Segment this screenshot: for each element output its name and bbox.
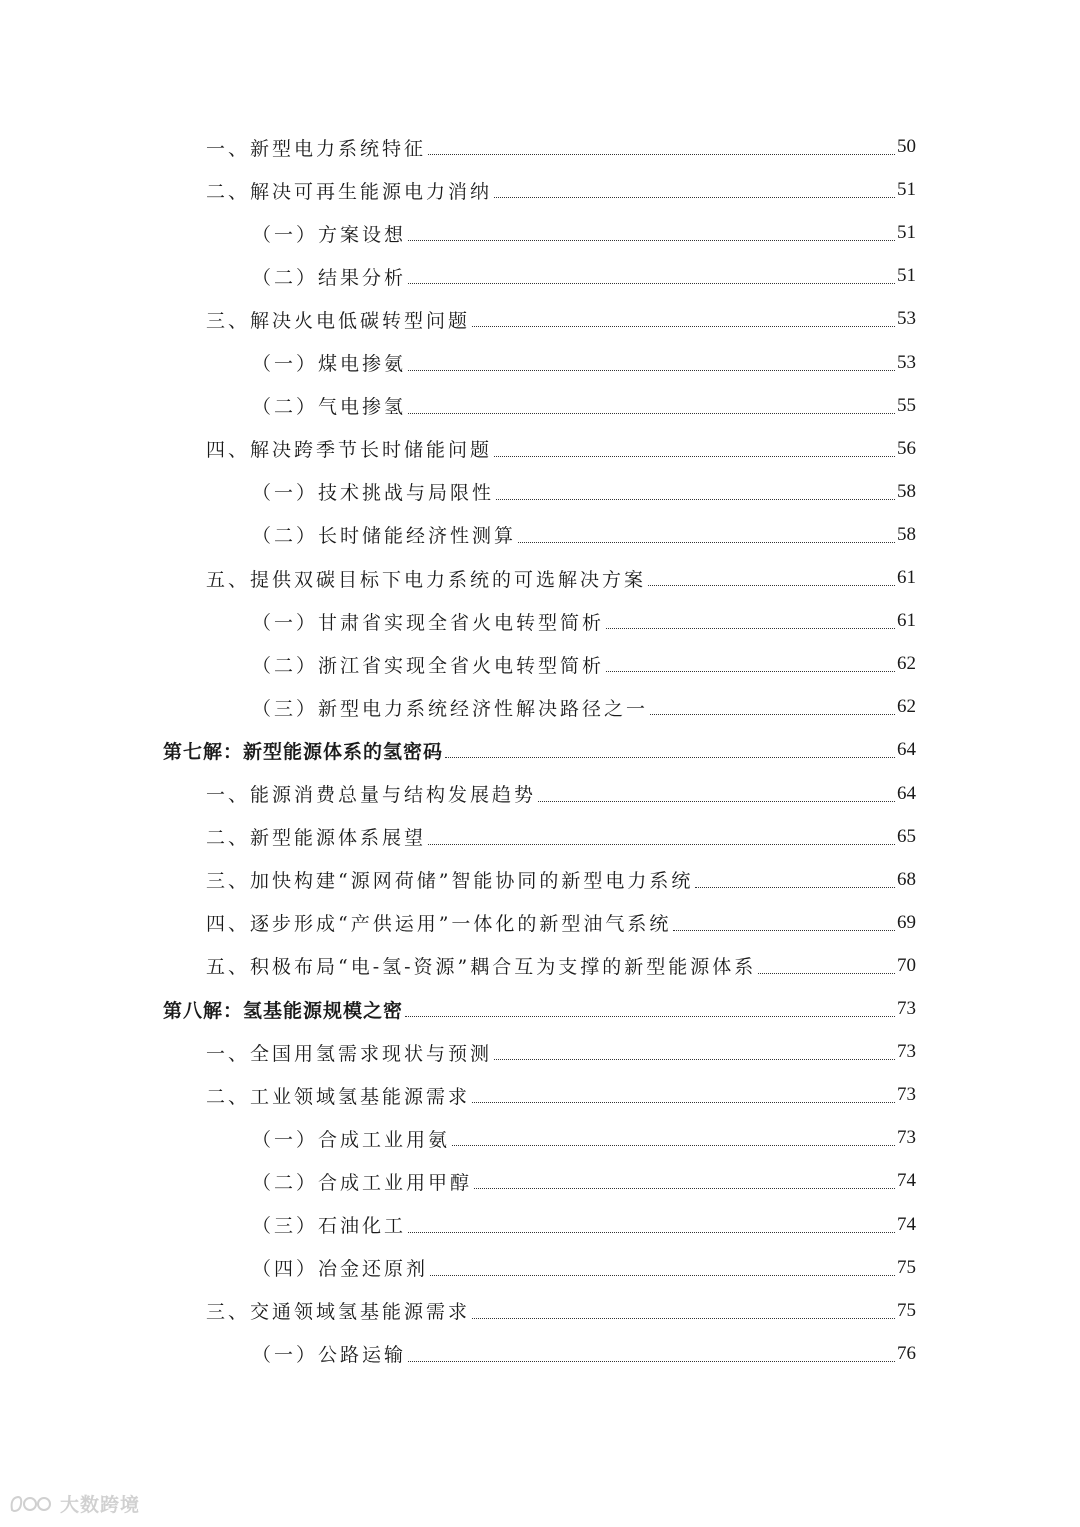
dot-leader bbox=[538, 800, 895, 802]
toc-entry[interactable] bbox=[252, 1166, 916, 1196]
toc-entry-title: 五、提供双碳目标下电力系统的可选解决方案 bbox=[206, 568, 647, 591]
toc-entry-title: （三）石油化工 bbox=[252, 1215, 407, 1237]
toc-entry-page: 69 bbox=[897, 911, 916, 933]
toc-entry-page: 53 bbox=[897, 351, 916, 373]
toc-entry-title: 二、工业领域氢基能源需求 bbox=[206, 1085, 471, 1108]
toc-entry-page: 50 bbox=[897, 136, 916, 157]
toc-entry-page: 53 bbox=[897, 308, 916, 330]
toc-entry-title: 三、交通领域氢基能源需求 bbox=[206, 1301, 471, 1324]
toc-entry[interactable] bbox=[206, 175, 916, 205]
toc-entry[interactable] bbox=[252, 1210, 916, 1240]
toc-entry[interactable] bbox=[252, 520, 916, 550]
toc-entry-title: （一）技术挑战与局限性 bbox=[252, 482, 495, 505]
toc-entry-page: 61 bbox=[897, 567, 916, 588]
dot-leader bbox=[408, 1360, 895, 1362]
dot-leader bbox=[408, 412, 895, 414]
dot-leader bbox=[472, 325, 895, 327]
toc-entry-page: 74 bbox=[897, 1213, 916, 1235]
toc-entry-title: 一、能源消费总量与结构发展趋势 bbox=[206, 784, 537, 806]
toc-entry-title: （二）结果分析 bbox=[252, 266, 407, 289]
toc-entry[interactable] bbox=[252, 649, 916, 679]
toc-entry[interactable] bbox=[252, 692, 916, 722]
toc-entry-page: 73 bbox=[897, 998, 916, 1019]
dot-leader bbox=[430, 1274, 895, 1276]
toc-entry-title: 三、解决火电低碳转型问题 bbox=[206, 309, 471, 332]
toc-entry[interactable] bbox=[206, 1080, 916, 1110]
dot-leader bbox=[518, 541, 895, 543]
toc-entry[interactable] bbox=[206, 779, 916, 809]
toc-entry-page: 73 bbox=[897, 1084, 916, 1106]
dot-leader bbox=[494, 196, 895, 198]
brand-logo-icon bbox=[8, 1492, 56, 1516]
dot-leader bbox=[445, 756, 895, 758]
dot-leader bbox=[474, 1187, 895, 1189]
dot-leader bbox=[408, 239, 895, 241]
dot-leader bbox=[606, 627, 895, 629]
toc-entry-page: 51 bbox=[897, 222, 916, 244]
toc-entry-page: 56 bbox=[897, 437, 916, 459]
toc-entry-title: （一）煤电掺氨 bbox=[252, 353, 407, 375]
toc-entry[interactable] bbox=[206, 434, 916, 464]
dot-leader bbox=[472, 1101, 895, 1103]
dot-leader bbox=[650, 713, 895, 715]
toc-entry-title: （四）冶金还原剂 bbox=[252, 1258, 429, 1281]
toc-entry-page: 76 bbox=[897, 1342, 916, 1364]
toc-entry-title: 一、新型电力系统特征 bbox=[206, 137, 427, 160]
toc-entry[interactable] bbox=[252, 348, 916, 378]
toc-entry[interactable] bbox=[206, 908, 916, 938]
watermark bbox=[8, 1490, 140, 1517]
toc-entry-page: 51 bbox=[897, 265, 916, 287]
toc-entry-page: 64 bbox=[897, 782, 916, 804]
dot-leader bbox=[472, 1317, 895, 1319]
toc-entry-title: 第八解：氢基能源规模之密 bbox=[163, 999, 404, 1022]
dot-leader bbox=[428, 153, 895, 155]
toc-entry-title: 五、积极布局“电-氢-资源”耦合互为支撑的新型能源体系 bbox=[206, 956, 757, 979]
toc-entry-page: 61 bbox=[897, 610, 916, 632]
toc-entry-title: 二、新型能源体系展望 bbox=[206, 827, 427, 850]
toc-entry[interactable] bbox=[206, 132, 916, 162]
toc-entry-page: 62 bbox=[897, 696, 916, 718]
toc-entry[interactable] bbox=[206, 822, 916, 852]
toc-entry[interactable] bbox=[206, 951, 916, 981]
toc-entry-page: 62 bbox=[897, 653, 916, 675]
toc-entry-title: （三）新型电力系统经济性解决路径之一 bbox=[252, 697, 649, 720]
toc-entry[interactable] bbox=[206, 865, 916, 895]
toc-entry-page: 58 bbox=[897, 523, 916, 545]
dot-leader bbox=[494, 1058, 895, 1060]
toc-entry-title: （一）公路运输 bbox=[252, 1344, 407, 1367]
dot-leader bbox=[405, 1015, 895, 1017]
toc-entry-page: 74 bbox=[897, 1170, 916, 1192]
toc-entry-title: （二）长时储能经济性测算 bbox=[252, 525, 517, 548]
watermark-text: 大数跨境 bbox=[60, 1494, 141, 1516]
toc-entry-page: 58 bbox=[897, 480, 916, 502]
dot-leader bbox=[673, 929, 895, 931]
toc-entry-page: 75 bbox=[897, 1256, 916, 1278]
toc-chapter-entry[interactable] bbox=[163, 994, 916, 1024]
toc-entry[interactable] bbox=[252, 1339, 916, 1369]
toc-entry-page: 51 bbox=[897, 179, 916, 201]
dot-leader bbox=[408, 1231, 895, 1233]
dot-leader bbox=[606, 670, 895, 672]
toc-entry-title: （二）合成工业用甲醇 bbox=[252, 1171, 473, 1194]
toc-entry-page: 68 bbox=[897, 868, 916, 890]
toc-entry[interactable] bbox=[252, 606, 916, 636]
dot-leader bbox=[496, 498, 895, 500]
toc-entry-page: 73 bbox=[897, 1127, 916, 1149]
toc-entry[interactable] bbox=[252, 391, 916, 421]
toc-entry[interactable] bbox=[252, 1253, 916, 1283]
toc-entry-page: 75 bbox=[897, 1299, 916, 1321]
toc-entry[interactable] bbox=[206, 1037, 916, 1067]
toc-chapter-entry[interactable] bbox=[163, 735, 916, 765]
toc-entry-title: （一）合成工业用氨 bbox=[252, 1128, 451, 1151]
toc-entry-title: （二）气电掺氢 bbox=[252, 396, 407, 419]
toc-entry[interactable] bbox=[252, 218, 916, 248]
toc-entry-title: （一）方案设想 bbox=[252, 223, 407, 246]
dot-leader bbox=[428, 843, 895, 845]
toc-entry-title: 一、全国用氢需求现状与预测 bbox=[206, 1042, 493, 1065]
toc-entry-page: 64 bbox=[897, 739, 916, 761]
toc-entry[interactable] bbox=[252, 261, 916, 291]
toc-entry-page: 65 bbox=[897, 825, 916, 847]
toc-entry[interactable] bbox=[252, 477, 916, 507]
dot-leader bbox=[695, 886, 895, 888]
dot-leader bbox=[408, 282, 895, 284]
toc-entry-title: 第七解：新型能源体系的氢密码 bbox=[163, 740, 444, 763]
toc-entry-page: 55 bbox=[897, 394, 916, 416]
toc-entry-page: 73 bbox=[897, 1041, 916, 1063]
dot-leader bbox=[758, 972, 895, 974]
toc-entry-title: 四、解决跨季节长时储能问题 bbox=[206, 439, 493, 462]
dot-leader bbox=[408, 369, 895, 371]
toc-entry[interactable] bbox=[252, 1123, 916, 1153]
dot-leader bbox=[648, 584, 895, 586]
toc-entry-title: 二、解决可再生能源电力消纳 bbox=[206, 180, 493, 203]
dot-leader bbox=[494, 455, 895, 457]
toc-entry-title: 三、加快构建“源网荷储”智能协同的新型电力系统 bbox=[206, 870, 694, 893]
toc-entry[interactable] bbox=[206, 304, 916, 334]
toc-entry[interactable] bbox=[206, 1296, 916, 1326]
toc-entry-title: （二）浙江省实现全省火电转型简析 bbox=[252, 654, 605, 677]
dot-leader bbox=[452, 1144, 895, 1146]
toc-entry[interactable] bbox=[206, 563, 916, 593]
toc-entry-page: 70 bbox=[897, 954, 916, 976]
toc-entry-title: （一）甘肃省实现全省火电转型简析 bbox=[252, 611, 605, 634]
toc-entry-title: 四、逐步形成“产供运用”一体化的新型油气系统 bbox=[206, 913, 672, 936]
